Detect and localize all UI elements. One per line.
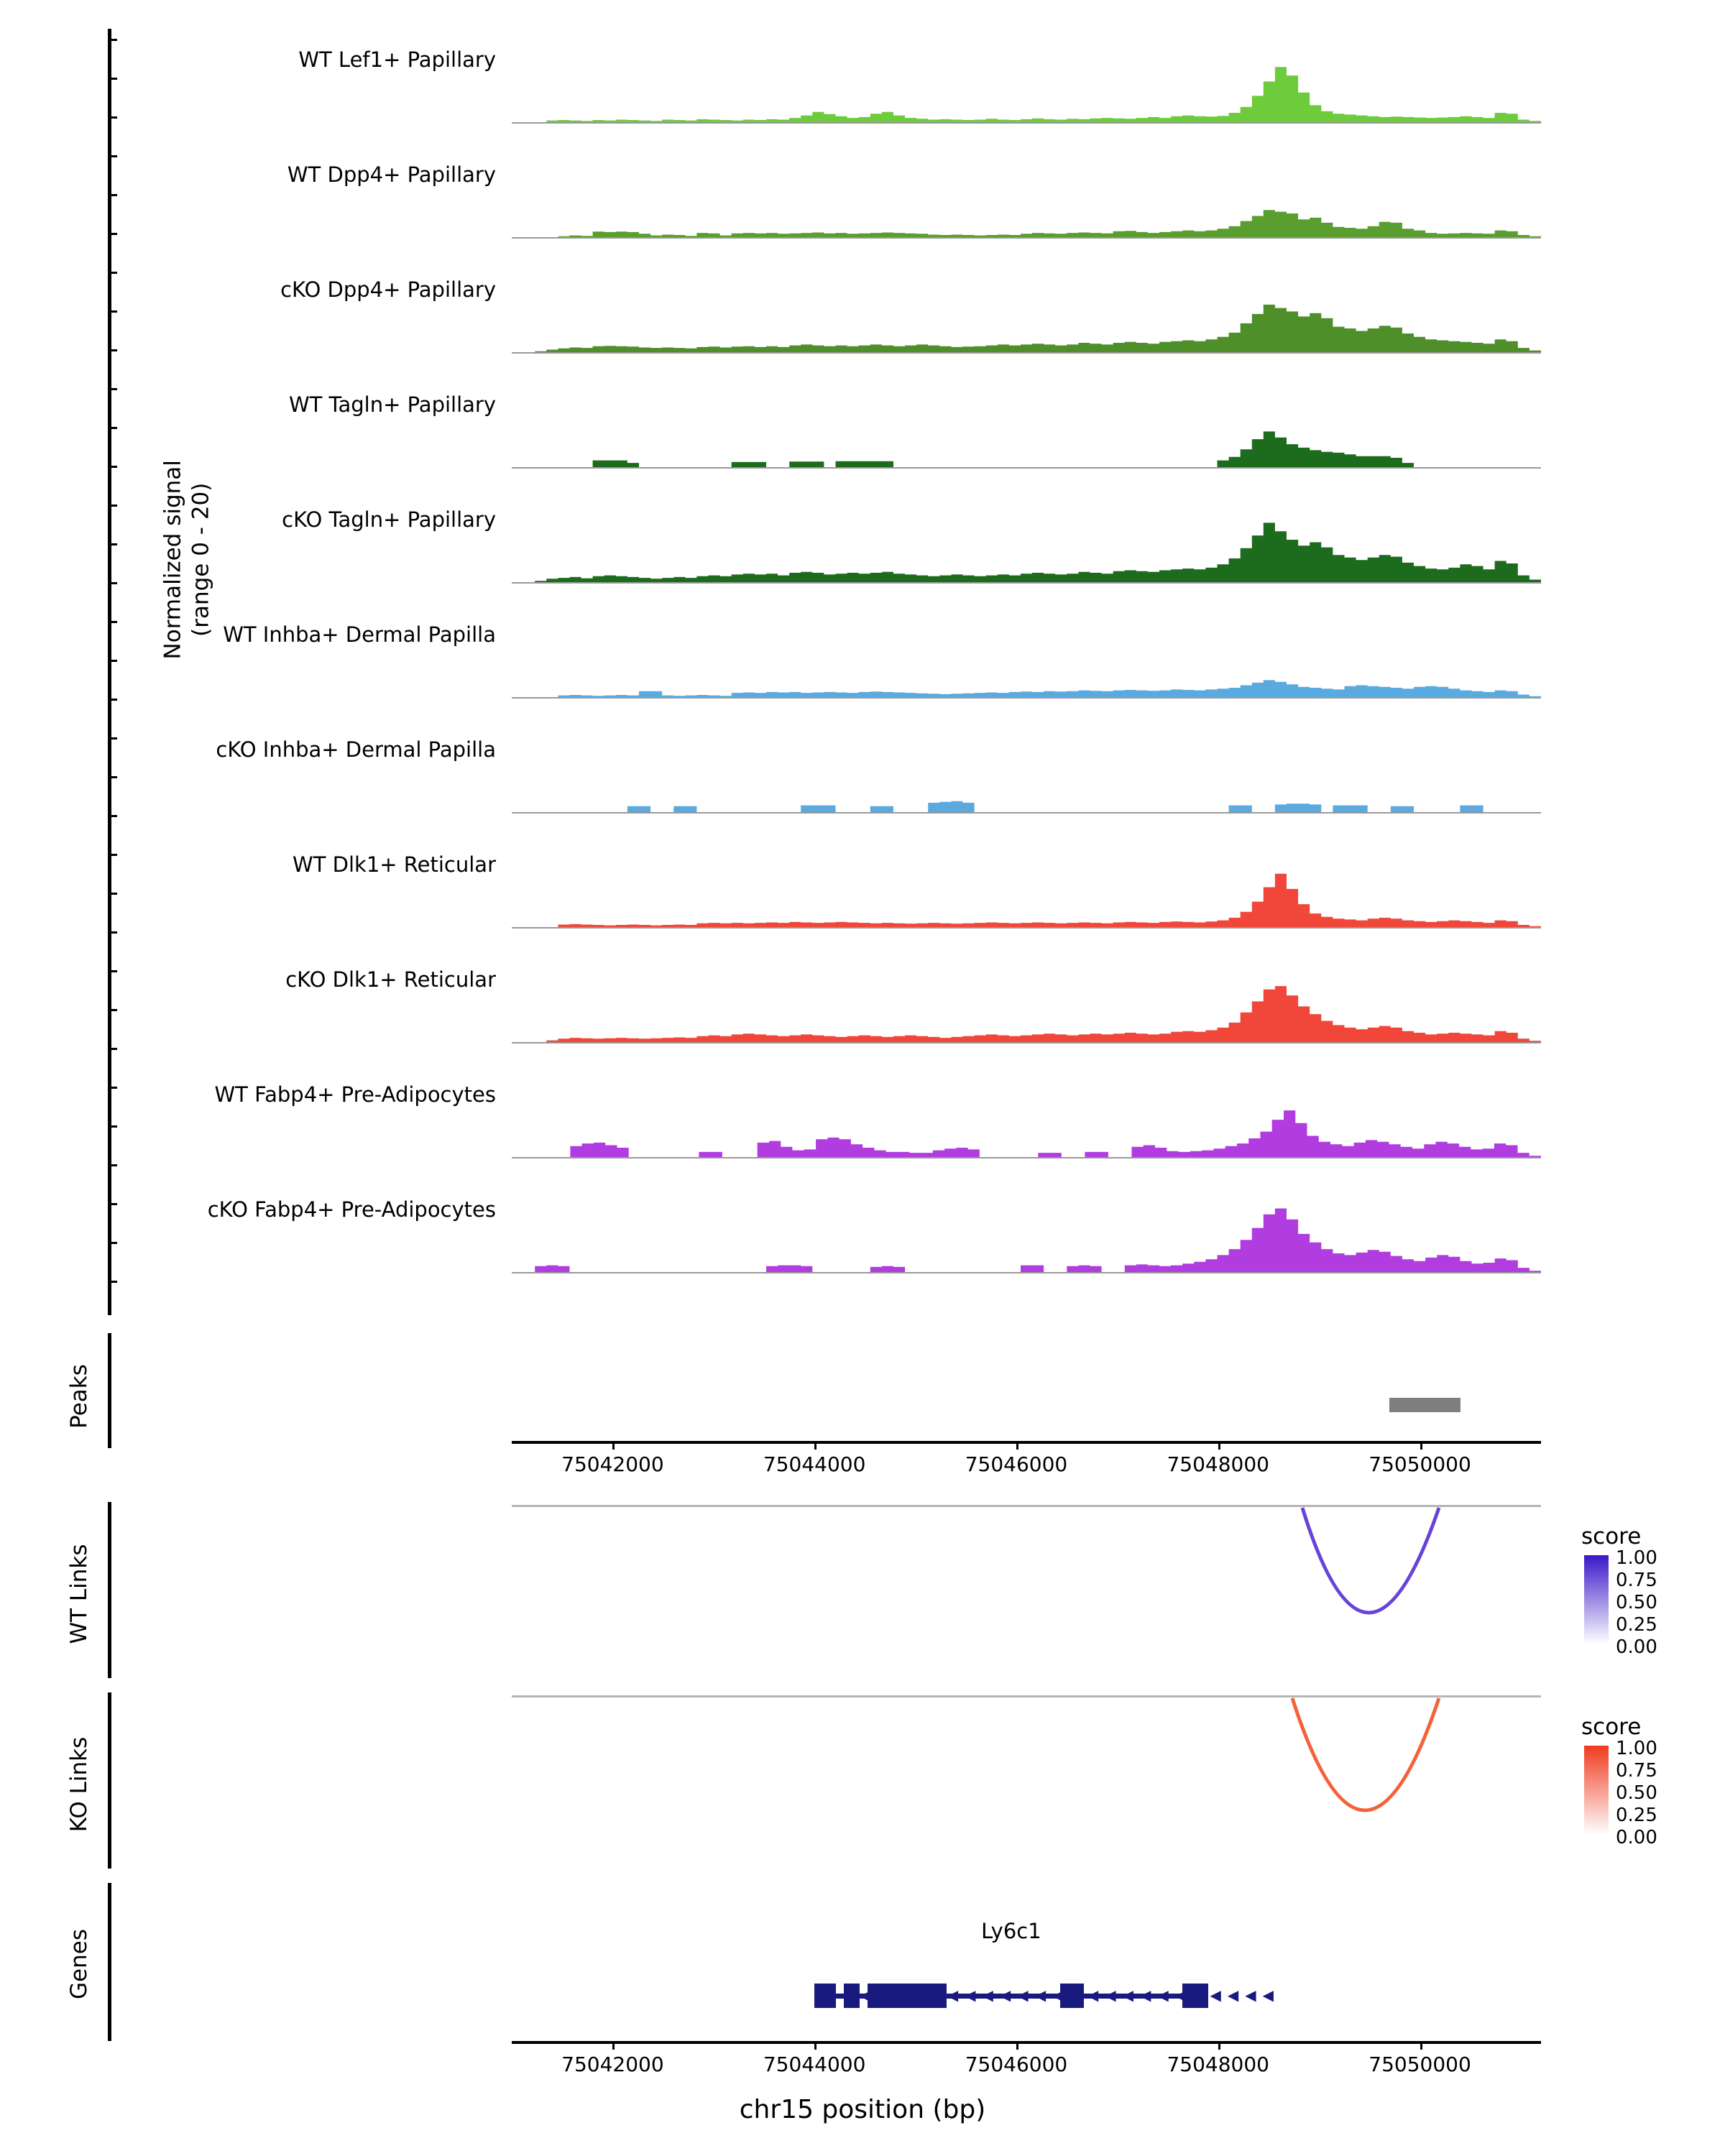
ko-link-arc: [512, 1692, 1541, 1869]
track-signal: [512, 1179, 1541, 1286]
coverage-track: [0, 259, 1725, 374]
genes-panel: [0, 1883, 1725, 2124]
genomic-axis-tick-label: 75042000: [561, 2053, 664, 2076]
track-signal: [512, 374, 1541, 482]
genomic-axis-tick-label: 75050000: [1368, 2053, 1471, 2076]
track-signal: [512, 719, 1541, 826]
track-label: cKO Tagln+ Papillary: [282, 507, 496, 532]
genomic-axis-tick: [612, 2041, 615, 2050]
wt-links-axis-spine: [108, 1502, 111, 1678]
genomic-axis-tick-label: 75046000: [965, 1452, 1068, 1476]
track-label: WT Dpp4+ Papillary: [287, 162, 496, 187]
coverage-track: [0, 834, 1725, 949]
track-signal: [512, 949, 1541, 1056]
genomic-axis-tick-label: 75048000: [1167, 2053, 1269, 2076]
x-axis-label: chr15 position (bp): [739, 2095, 986, 2124]
genomic-axis-tick-label: 75048000: [1167, 1452, 1269, 1476]
coverage-track: [0, 949, 1725, 1064]
track-signal: [512, 29, 1541, 137]
genomic-axis-tick: [814, 2041, 816, 2050]
genes-panel-label: Genes: [66, 1929, 92, 1999]
peaks-panel: [0, 1333, 1725, 1476]
coverage-track: [0, 374, 1725, 489]
track-label: WT Dlk1+ Reticular: [293, 852, 496, 877]
coverage-track: [0, 604, 1725, 719]
wt-links-panel: [0, 1502, 1725, 1682]
genomic-axis-tick: [1420, 1441, 1422, 1450]
genomic-axis-tick-label: 75044000: [763, 2053, 866, 2076]
genes-axis-spine: [108, 1883, 111, 2041]
ko-links-panel-label: KO Links: [66, 1736, 92, 1833]
genomic-axis-tick-label: 75042000: [561, 1452, 664, 1476]
track-signal: [512, 144, 1541, 252]
wt-legend-ticks: 1.00 0.75 0.50 0.25 0.00: [1616, 1547, 1657, 1658]
genomic-axis-tick: [814, 1441, 816, 1450]
track-label: cKO Dpp4+ Papillary: [280, 277, 496, 302]
genomic-axis-tick: [1420, 2041, 1422, 2050]
ko-links-panel: [0, 1692, 1725, 1872]
ko-legend-colorbar: [1584, 1746, 1609, 1835]
ko-legend-ticks: 1.00 0.75 0.50 0.25 0.00: [1616, 1738, 1657, 1848]
coverage-track: [0, 489, 1725, 604]
wt-links-top-line: [512, 1505, 1541, 1507]
wt-legend-colorbar: [1584, 1555, 1609, 1644]
track-signal: [512, 1064, 1541, 1171]
track-label: cKO Dlk1+ Reticular: [285, 967, 496, 992]
genomic-axis-tick: [1016, 2041, 1018, 2050]
ko-links-top-line: [512, 1695, 1541, 1697]
peaks-panel-label: Peaks: [66, 1364, 92, 1429]
ko-links-axis-spine: [108, 1692, 111, 1869]
track-label: cKO Fabp4+ Pre-Adipocytes: [207, 1197, 496, 1222]
coverage-panel: [0, 29, 1725, 1337]
genomic-axis-tick: [612, 1441, 615, 1450]
peaks-axis-spine: [108, 1333, 111, 1448]
axis-line: [512, 1441, 1541, 1444]
coverage-y-axis-label: Normalized signal (range 0 - 20): [160, 460, 213, 660]
coverage-track: [0, 29, 1725, 144]
track-signal: [512, 834, 1541, 941]
track-signal: [512, 259, 1541, 367]
genomic-axis-tick-label: 75050000: [1368, 1452, 1471, 1476]
coverage-track: [0, 144, 1725, 259]
genomic-axis-tick: [1218, 1441, 1220, 1450]
track-label: WT Fabp4+ Pre-Adipocytes: [214, 1082, 496, 1107]
track-signal: [512, 489, 1541, 596]
coverage-track: [0, 719, 1725, 834]
track-label: WT Tagln+ Papillary: [288, 392, 496, 417]
peak-mark: [1389, 1398, 1460, 1412]
coverage-track: [0, 1064, 1725, 1179]
genomic-axis-bottom: [512, 2041, 1541, 2074]
wt-legend-title: score: [1581, 1524, 1642, 1549]
track-label: WT Inhba+ Dermal Papilla: [223, 622, 496, 647]
wt-link-arc: [512, 1502, 1541, 1678]
axis-line: [512, 2041, 1541, 2044]
genomic-axis-tick: [1218, 2041, 1220, 2050]
ko-legend-title: score: [1581, 1714, 1642, 1740]
wt-links-plot: [512, 1502, 1541, 1678]
wt-links-panel-label: WT Links: [66, 1544, 92, 1644]
ko-links-plot: [512, 1692, 1541, 1869]
genomic-axis-tick: [1016, 1441, 1018, 1450]
gene-strand-arrows-icon: ◀◀◀◀◀◀◀◀◀◀◀◀◀◀◀◀◀◀◀◀◀◀◀◀◀: [842, 1986, 1281, 2004]
coverage-track: [0, 1179, 1725, 1294]
track-label: cKO Inhba+ Dermal Papilla: [216, 737, 496, 762]
track-signal: [512, 604, 1541, 711]
genomic-axis-tick-label: 75044000: [763, 1452, 866, 1476]
genomic-axis-tick-label: 75046000: [965, 2053, 1068, 2076]
genomic-axis-top: [512, 1441, 1541, 1474]
track-label: WT Lef1+ Papillary: [298, 47, 496, 72]
gene-exon: [814, 1984, 836, 2008]
gene-label: Ly6c1: [981, 1919, 1041, 1943]
